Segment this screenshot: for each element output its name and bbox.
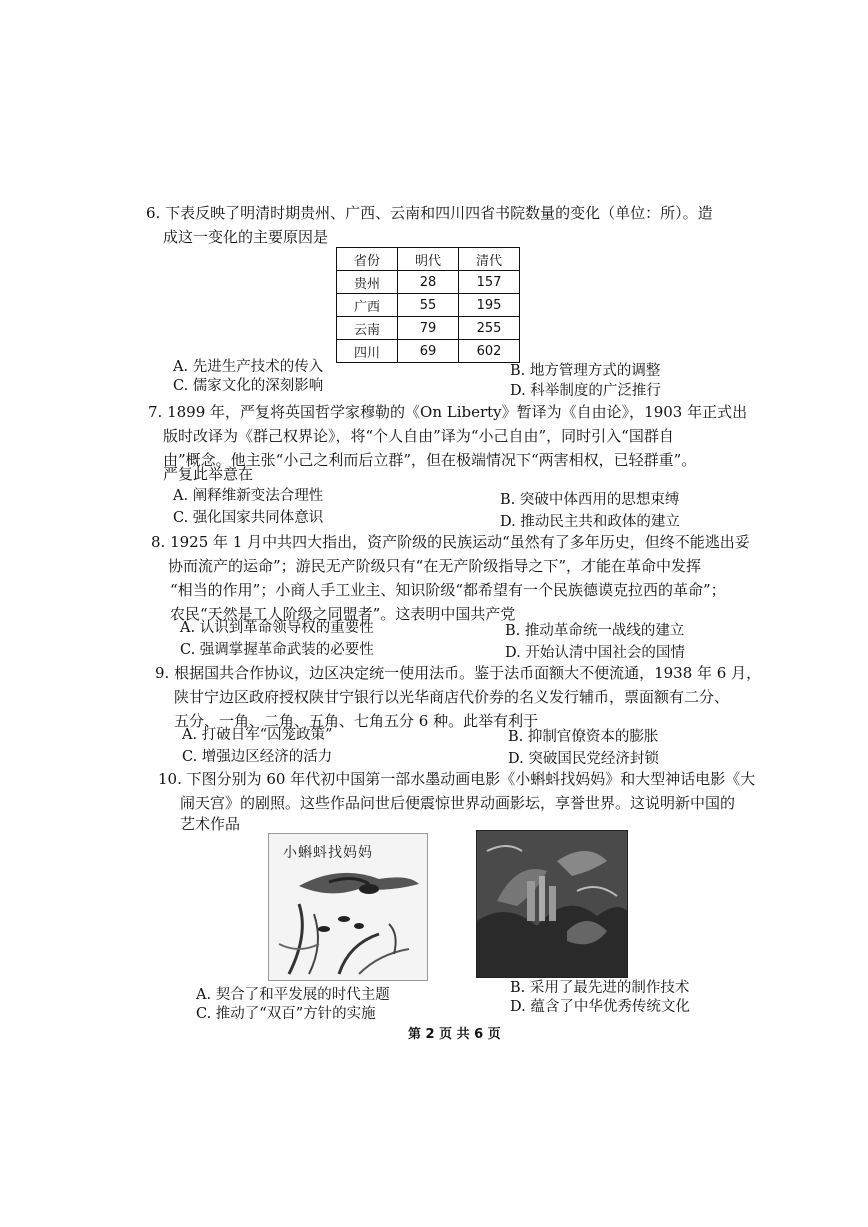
q7-stem-line1: 7. 1899 年，严复将英国哲学家穆勒的《On Liberty》暂译为《自由论》，1903 年正式出 — [148, 403, 748, 421]
q10-stem-line1: 10. 下图分别为 60 年代初中国第一部水墨动画电影《小蝌蚪找妈妈》和大型神话电影《大 — [158, 770, 756, 788]
table-cell: 602 — [459, 340, 520, 363]
table-cell: 云南 — [337, 317, 398, 340]
q6-option-a: A. 先进生产技术的传入 — [173, 359, 324, 375]
q9-option-c: C. 增强边区经济的活力 — [182, 749, 333, 765]
q8-stem-line1: 8. 1925 年 1 月中共四大指出，资产阶级的民族运动“虽然有了多年历史，但终不能逃出妥 — [151, 533, 750, 551]
film-still-havoc-in-heaven-image — [476, 830, 628, 978]
table-cell: 广西 — [337, 294, 398, 317]
q8-stem-line4: 农民“天然是工人阶级之同盟者”。这表明中国共产党 — [170, 605, 516, 623]
table-cell: 贵州 — [337, 271, 398, 294]
ink-painting-illustration — [269, 834, 427, 980]
q6-table — [336, 247, 520, 363]
q10-option-c: C. 推动了“双百”方针的实施 — [196, 1006, 376, 1022]
table-row — [337, 271, 520, 294]
q8-option-d: D. 开始认清中国社会的国情 — [505, 645, 685, 661]
table-row — [337, 340, 520, 363]
q9-option-b: B. 抑制官僚资本的膨胀 — [508, 729, 659, 745]
q10-stem-line3: 艺术作品 — [180, 815, 241, 833]
q9-option-a: A. 打破日军“囚笼政策” — [182, 727, 333, 743]
q7-stem-line2: 版时改译为《群己权界论》，将“个人自由”译为“小己自由”，同时引入“国群自 — [163, 427, 674, 445]
table-cell: 195 — [459, 294, 520, 317]
q9-option-d: D. 突破国民党经济封锁 — [508, 751, 659, 767]
mythical-scene-illustration — [477, 831, 627, 977]
q8-stem-line2: 协而流产的运命”；游民无产阶级只有“在无产阶级指导之下”，才能在革命中发挥 — [168, 557, 702, 575]
q6-stem-line2: 成这一变化的主要原因是 — [163, 228, 329, 246]
table-cell: 四川 — [337, 340, 398, 363]
q8-option-c: C. 强调掌握革命武装的必要性 — [180, 642, 374, 658]
table-row — [337, 294, 520, 317]
q7-option-c: C. 强化国家共同体意识 — [173, 510, 324, 526]
table-header-cell: 省份 — [337, 248, 398, 271]
q9-stem-line3: 五分、一角、二角、五角、七角五分 6 种。此举有利于 — [174, 712, 539, 730]
q10-option-d: D. 蕴含了中华优秀传统文化 — [510, 999, 690, 1015]
page-number-footer: 第 2 页 共 6 页 — [408, 1027, 501, 1042]
table-cell: 69 — [398, 340, 459, 363]
q9-stem-line2: 陕甘宁边区政府授权陕甘宁银行以光华商店代价券的名义发行辅币，票面额有二分、 — [174, 688, 730, 706]
q10-option-b: B. 采用了最先进的制作技术 — [510, 980, 690, 996]
q7-option-b: B. 突破中体西用的思想束缚 — [500, 492, 680, 508]
q7-stem-line3: 由”概念。他主张“小己之利而后立群”，但在极端情况下“两害相权，已轻群重”。 — [163, 451, 697, 469]
q8-option-a: A. 认识到革命领导权的重要性 — [180, 620, 374, 636]
table-cell: 55 — [398, 294, 459, 317]
q10-stem-line2: 闹天宫》的剧照。这些作品问世后便震惊世界动画影坛，享誉世界。这说明新中国的 — [180, 794, 736, 812]
film-still-caption: 小蝌蚪找妈妈 — [283, 845, 373, 861]
table-header-cell: 明代 — [398, 248, 459, 271]
table-cell: 255 — [459, 317, 520, 340]
q7-stem-line4: 严复此举意在 — [163, 465, 254, 483]
q7-option-d: D. 推动民主共和政体的建立 — [500, 514, 680, 530]
q6-option-c: C. 儒家文化的深刻影响 — [173, 378, 324, 394]
table-cell: 79 — [398, 317, 459, 340]
q9-stem-line1: 9. 根据国共合作协议，边区决定统一使用法币。鉴于法币面额大不便流通，1938 年 6 月， — [155, 664, 762, 682]
table-row — [337, 317, 520, 340]
table-header-row — [337, 248, 520, 271]
q8-option-b: B. 推动革命统一战线的建立 — [505, 623, 685, 639]
table-cell: 157 — [459, 271, 520, 294]
q6-option-d: D. 科举制度的广泛推行 — [510, 383, 661, 399]
q6-option-b: B. 地方管理方式的调整 — [510, 363, 661, 379]
q8-stem-line3: “相当的作用”；小商人手工业主、知识阶级“都希望有一个民族德谟克拉西的革命”； — [170, 581, 726, 599]
q10-option-a: A. 契合了和平发展的时代主题 — [196, 987, 390, 1003]
film-still-tadpoles-image — [268, 833, 428, 981]
table-header-cell: 清代 — [459, 248, 520, 271]
q7-option-a: A. 阐释维新变法合理性 — [173, 488, 324, 504]
q6-stem-line1: 6. 下表反映了明清时期贵州、广西、云南和四川四省书院数量的变化（单位：所）。造 — [146, 204, 713, 222]
table-cell: 28 — [398, 271, 459, 294]
